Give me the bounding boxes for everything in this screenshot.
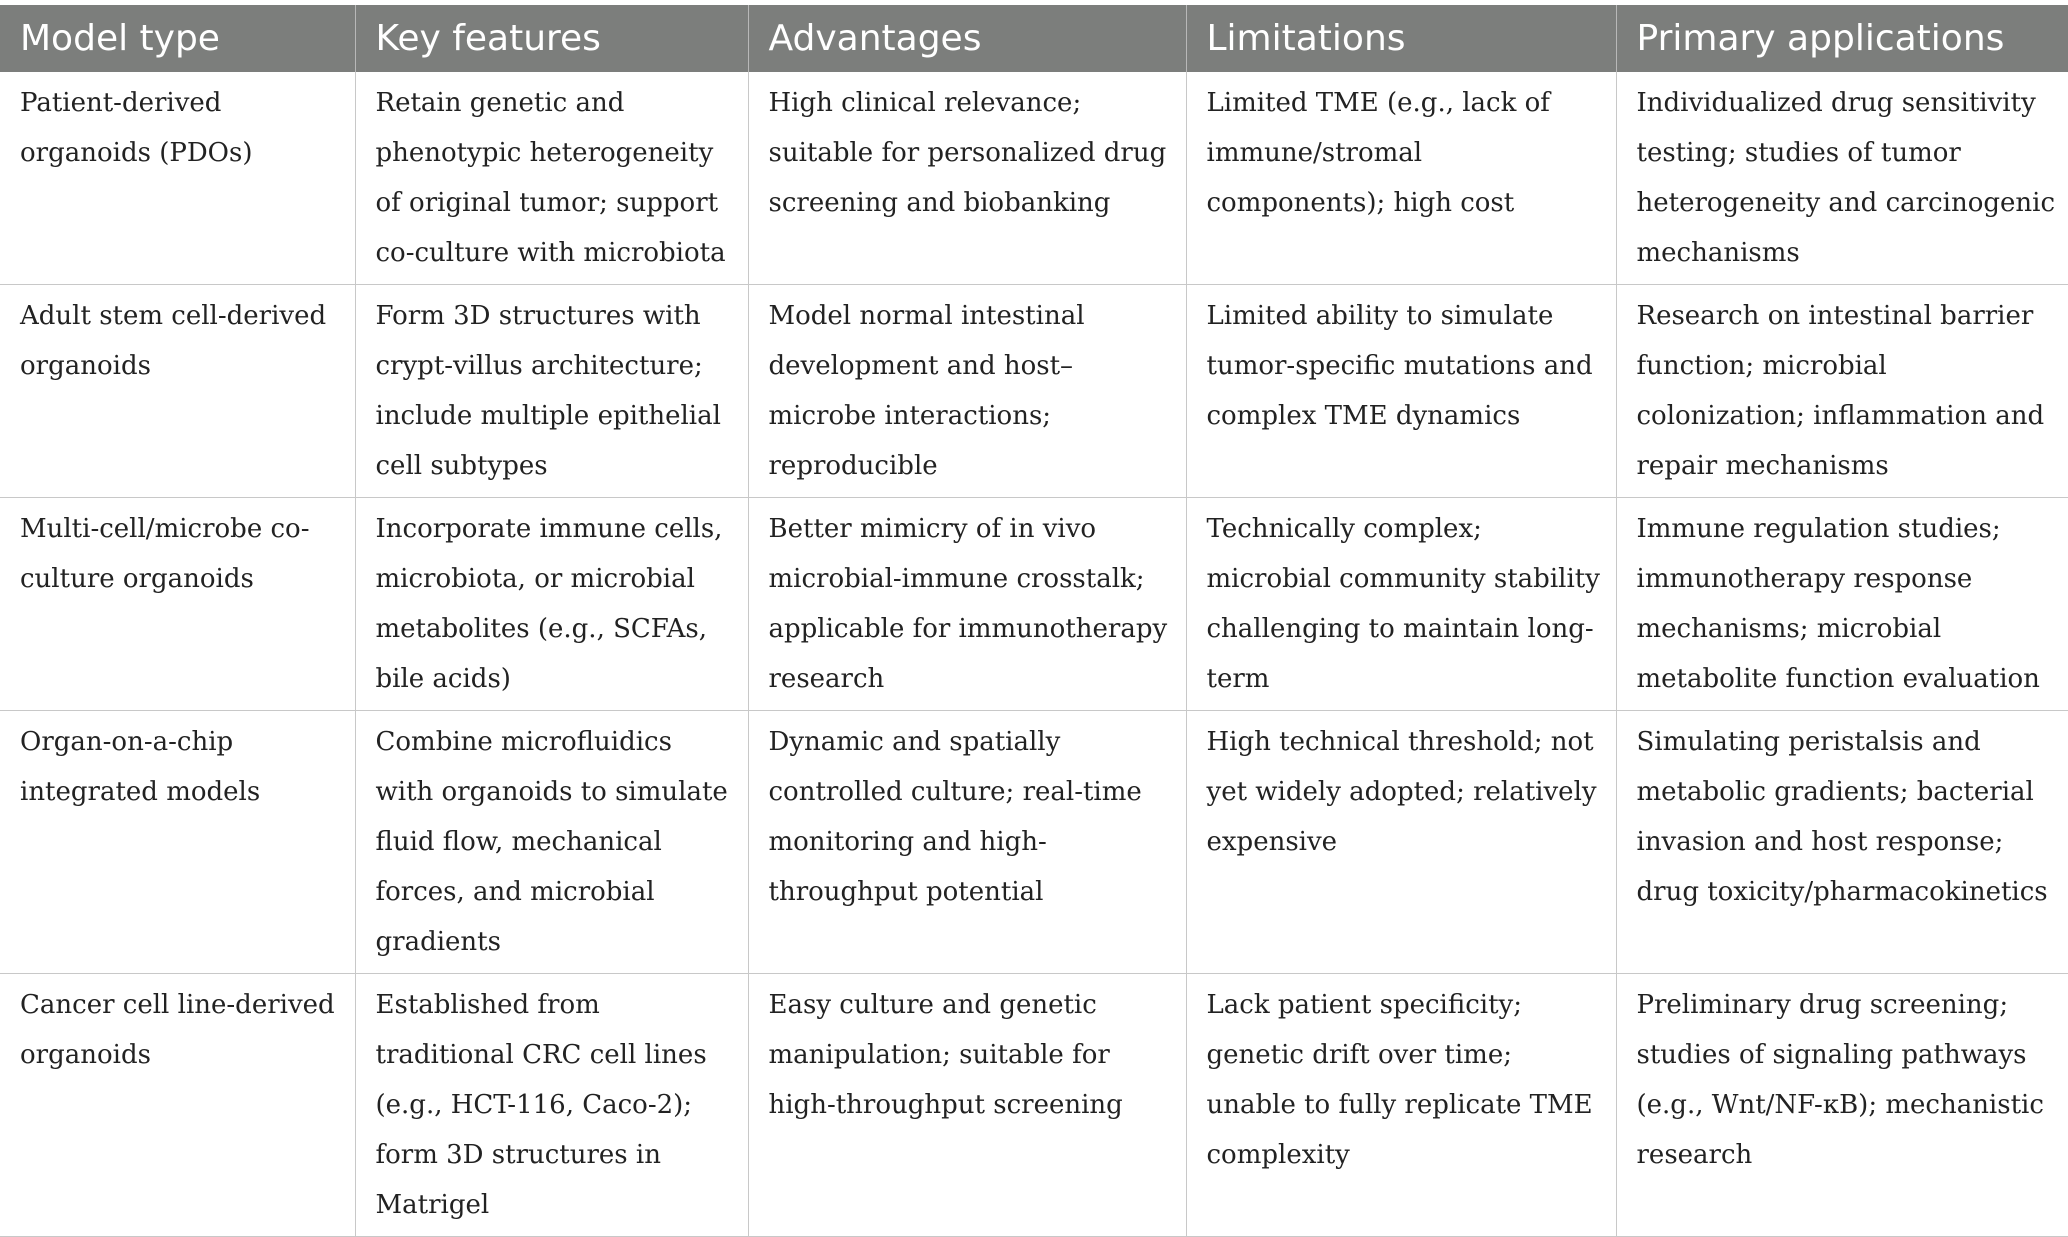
header-limitations: Limitations <box>1186 5 1616 72</box>
cell-advantages: Easy culture and genetic manipulation; suitable for high-throughput screening <box>748 974 1186 1237</box>
cell-limitations: High technical threshold; not yet widely adopted; relatively expensive <box>1186 711 1616 974</box>
header-key-features: Key features <box>355 5 748 72</box>
cell-limitations: Limited ability to simulate tumor-specific mutations and complex TME dynamics <box>1186 285 1616 498</box>
cell-model-type: Cancer cell line-derived organoids <box>0 974 355 1237</box>
cell-model-type: Multi-cell/microbe co-culture organoids <box>0 498 355 711</box>
table-header <box>0 5 2068 72</box>
cell-primary-applications: Research on intestinal barrier function; microbial colonization; inflammation and repair mechanisms <box>1616 285 2068 498</box>
header-advantages: Advantages <box>748 5 1186 72</box>
cell-model-type: Organ-on-a-chip integrated models <box>0 711 355 974</box>
table-row <box>0 285 2068 498</box>
header-primary-applications: Primary applications <box>1616 5 2068 72</box>
cell-limitations: Limited TME (e.g., lack of immune/stromal components); high cost <box>1186 72 1616 285</box>
cell-key-features: Form 3D structures with crypt-villus architecture; include multiple epithelial cell subtypes <box>355 285 748 498</box>
cell-key-features: Combine microfluidics with organoids to simulate fluid flow, mechanical forces, and microbial gradients <box>355 711 748 974</box>
cell-key-features: Established from traditional CRC cell lines (e.g., HCT-116, Caco-2); form 3D structures in Matrigel <box>355 974 748 1237</box>
table-body <box>0 72 2068 1237</box>
cell-advantages: Dynamic and spatially controlled culture; real-time monitoring and high-throughput potential <box>748 711 1186 974</box>
cell-limitations: Technically complex; microbial community stability challenging to maintain long-term <box>1186 498 1616 711</box>
cell-advantages: High clinical relevance; suitable for personalized drug screening and biobanking <box>748 72 1186 285</box>
table-row <box>0 72 2068 285</box>
table-row <box>0 974 2068 1237</box>
cell-advantages: Better mimicry of in vivo microbial-immune crosstalk; applicable for immunotherapy research <box>748 498 1186 711</box>
cell-key-features: Incorporate immune cells, microbiota, or microbial metabolites (e.g., SCFAs, bile acids) <box>355 498 748 711</box>
cell-key-features: Retain genetic and phenotypic heterogeneity of original tumor; support co-culture with microbiota <box>355 72 748 285</box>
cell-primary-applications: Simulating peristalsis and metabolic gradients; bacterial invasion and host response; drug toxicity/pharmacokinetics <box>1616 711 2068 974</box>
cell-primary-applications: Individualized drug sensitivity testing; studies of tumor heterogeneity and carcinogenic mechanisms <box>1616 72 2068 285</box>
cell-limitations: Lack patient specificity; genetic drift over time; unable to fully replicate TME complexity <box>1186 974 1616 1237</box>
table-row <box>0 711 2068 974</box>
cell-model-type: Patient-derived organoids (PDOs) <box>0 72 355 285</box>
table-row <box>0 498 2068 711</box>
cell-primary-applications: Preliminary drug screening; studies of signaling pathways (e.g., Wnt/NF-κB); mechanistic research <box>1616 974 2068 1237</box>
organoid-model-comparison-table <box>0 5 2068 1237</box>
cell-primary-applications: Immune regulation studies; immunotherapy response mechanisms; microbial metabolite function evaluation <box>1616 498 2068 711</box>
header-model-type: Model type <box>0 5 355 72</box>
header-row <box>0 5 2068 72</box>
cell-model-type: Adult stem cell-derived organoids <box>0 285 355 498</box>
cell-advantages: Model normal intestinal development and host–microbe interactions; reproducible <box>748 285 1186 498</box>
